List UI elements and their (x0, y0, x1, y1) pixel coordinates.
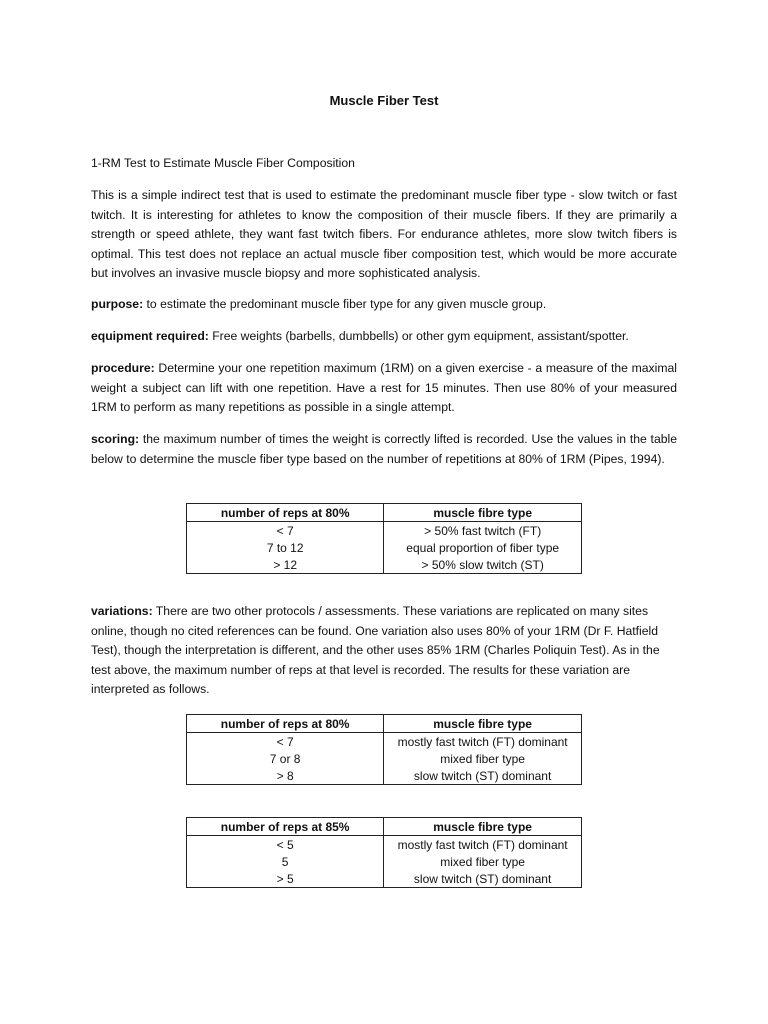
table-cell: equal proportion of fiber type (384, 539, 582, 556)
fiber-table-hatfield (186, 714, 582, 785)
table-cell: > 12 (187, 556, 384, 574)
table-cell: > 50% fast twitch (FT) (384, 522, 582, 540)
table-header-fibre: muscle fibre type (384, 504, 582, 522)
fiber-table-poliquin (186, 817, 582, 888)
table-cell: mostly fast twitch (FT) dominant (384, 733, 582, 751)
table-header-reps: number of reps at 85% (187, 818, 384, 836)
table-row (187, 556, 582, 574)
scoring-paragraph (91, 430, 677, 469)
table-row (187, 870, 582, 888)
table-cell: mixed fiber type (384, 750, 582, 767)
table-row (187, 733, 582, 751)
table-header-reps: number of reps at 80% (187, 504, 384, 522)
table-cell: mixed fiber type (384, 853, 582, 870)
table-header-fibre: muscle fibre type (384, 715, 582, 733)
table-cell: < 5 (187, 836, 384, 854)
table-cell: > 8 (187, 767, 384, 785)
equipment-paragraph (91, 327, 677, 347)
document-subtitle: 1-RM Test to Estimate Muscle Fiber Composition (91, 156, 355, 170)
procedure-label: procedure: (91, 361, 155, 375)
table-cell: 7 to 12 (187, 539, 384, 556)
table-cell: > 5 (187, 870, 384, 888)
purpose-label: purpose: (91, 297, 144, 311)
table-cell: < 7 (187, 522, 384, 540)
fiber-table-pipes (186, 503, 582, 574)
table-row (187, 750, 582, 767)
table-header-reps: number of reps at 80% (187, 715, 384, 733)
table-header-row (187, 715, 582, 733)
purpose-paragraph (91, 295, 677, 315)
variations-paragraph (91, 602, 677, 700)
table-cell: slow twitch (ST) dominant (384, 767, 582, 785)
procedure-paragraph (91, 359, 677, 418)
equipment-label: equipment required: (91, 329, 209, 343)
table-row (187, 836, 582, 854)
table-cell: slow twitch (ST) dominant (384, 870, 582, 888)
table-header-fibre: muscle fibre type (384, 818, 582, 836)
table-row (187, 522, 582, 540)
intro-paragraph: This is a simple indirect test that is used to estimate the predominant muscle fiber type - slow twitch or fast twitch. It is interesting for athletes to know the composition of their muscle fibers. If they are primarily a strength or speed athlete, they want fast twitch fibers. For endurance athletes, more slow twitch fibers is optimal. This test does not replace an actual muscle fiber composition test, which would be more accurate but involves an invasive muscle biopsy and more sophisticated analysis. (91, 188, 677, 281)
table-row (187, 767, 582, 785)
variations-label: variations: (91, 604, 153, 618)
scoring-label: scoring: (91, 432, 140, 446)
table-row (187, 853, 582, 870)
variations-text: There are two other protocols / assessments. These variations are replicated on many sites online, though no cited references can be found. One variation also uses 80% of your 1RM (Dr F. Hatfield Test), though the interpretation is different, and the other uses 85% 1RM (Charles Poliquin Test). As in the test above, the maximum number of reps at that level is recorded. The results for these variation are interpreted as follows. (91, 604, 660, 697)
table-cell: mostly fast twitch (FT) dominant (384, 836, 582, 854)
table-header-row (187, 818, 582, 836)
table-cell: > 50% slow twitch (ST) (384, 556, 582, 574)
procedure-text: Determine your one repetition maximum (1RM) on a given exercise - a measure of the maximal weight a subject can lift with one repetition. Have a rest for 15 minutes. Then use 80% of your measured 1RM to perform as many repetitions as possible in a single attempt. (91, 361, 677, 415)
table-header-row (187, 504, 582, 522)
document-title: Muscle Fiber Test (329, 93, 439, 108)
scoring-text: the maximum number of times the weight is correctly lifted is recorded. Use the values in the table below to determine the muscle fiber type based on the number of repetitions at 80% of 1RM (Pipes, 1994). (91, 432, 677, 466)
table-cell: 7 or 8 (187, 750, 384, 767)
table-cell: < 7 (187, 733, 384, 751)
purpose-text: to estimate the predominant muscle fiber type for any given muscle group. (143, 297, 547, 311)
table-cell: 5 (187, 853, 384, 870)
table-row (187, 539, 582, 556)
equipment-text: Free weights (barbells, dumbbells) or other gym equipment, assistant/spotter. (208, 329, 629, 343)
